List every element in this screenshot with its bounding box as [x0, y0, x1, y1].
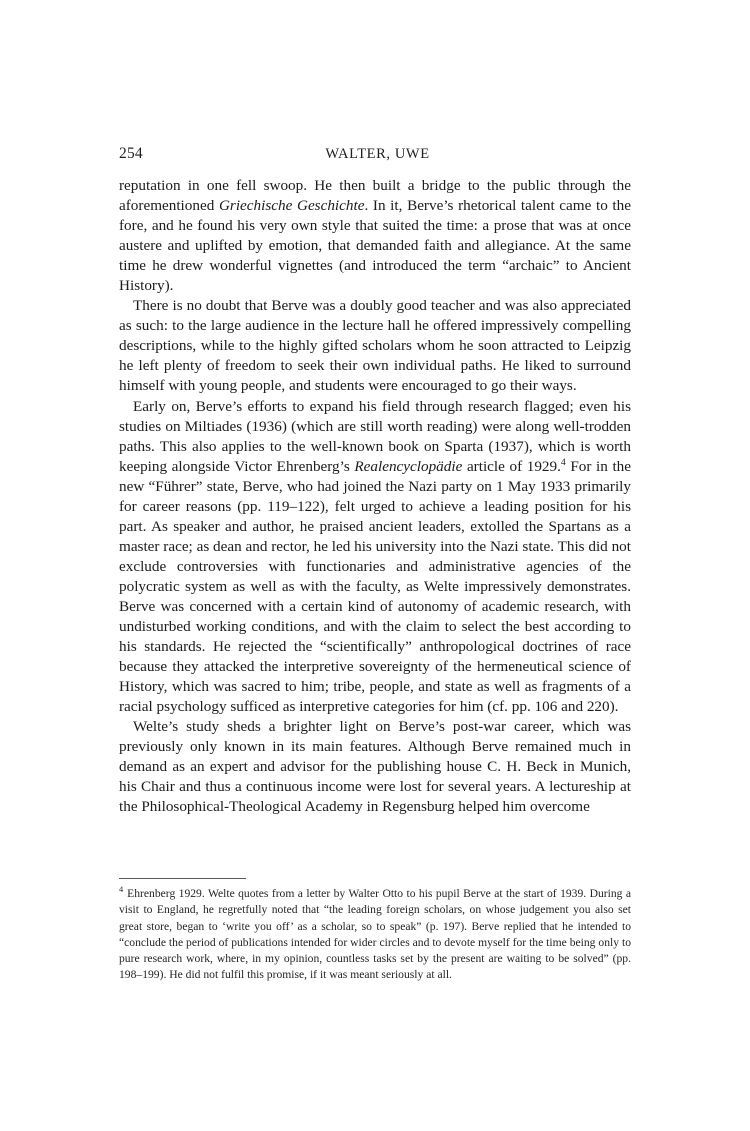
running-head-title: WALTER, UWE: [325, 146, 430, 162]
italic-title: Realencyclopädie: [354, 457, 463, 475]
para-4: [119, 717, 631, 817]
para-3: [119, 397, 631, 718]
text-run: For in the new “Führer” state, Berve, who had joined the Nazi party on 1 May 1933 primarily for career reasons (pp. 119–122), felt urged to achieve a leading position for his part. As speaker and author, he praised ancient leaders, extolled the Spartans as a master race; as dean and rector, he led his university into the Nazi state. This did not exclude controversies with functionaries and administrative agencies of the polycratic system as well as with the faculty, as Welte impressively demonstrates. Berve was concerned with a certain kind of autonomy of academic research, with undisturbed working conditions, and with the claim to select the best according to his standards. He rejected the “scientifically” anthropological doctrines of race because they attacked the interpretive sovereignty of the hermeneutical science of History, which was sacred to him; tribe, people, and state as well as fragments of a racial psychology sufficed as interpretive categories for him (cf. pp. 106 and 220).: [119, 457, 632, 716]
text-run: Welte’s study sheds a brighter light on Berve’s post-war career, which was previously only known in its main features. Although Berve remained much in demand as an expert and advisor for the publishing house C. H. Beck in Munich, his Chair and thus a continuous income were lost for several years. A lectureship at the Philosophical-Theological Academy in Regensburg helped him overcome: [119, 718, 631, 816]
footnote-number: 4: [119, 885, 124, 895]
para-2: [119, 296, 631, 396]
footnote-4: [119, 886, 631, 984]
italic-title: Griechische Geschichte: [218, 197, 365, 215]
running-head: [119, 144, 631, 164]
text-run: . In it, Berve’s rhetorical talent came to the fore, and he found his very own style that suited the time: a prose that was at once austere and uplifted by emotion, that demanded faith and allegiance. At the same time he drew wonderful vignettes (and introduced the term “archaic” to Ancient History).: [119, 197, 631, 295]
text-run: Early on, Berve’s efforts to expand his field through research flagged; even his studies on Miltiades (1936) (which are still worth reading) were along well-trodden paths. This also applies to the well-known book on Sparta (1937), which is worth keeping alongside Victor Ehrenberg’s: [119, 397, 631, 475]
footnote-text: Ehrenberg 1929. Welte quotes from a letter by Walter Otto to his pupil Berve at the start of 1939. During a visit to England, he regretfully noted that “the leading foreign scholars, on whose judgement you also set great store, began to ‘write you off’ as a scholar, so to speak” (p. 197). Berve replied that he intended to “conclude the period of publications intended for wider circles and to devote myself for the time being only to pure research work, where, in my opinion, countless tasks set by the present are waiting to be solved” (pp. 198–199). He did not fulfil this promise, if it was meant seriously at all.: [119, 887, 631, 982]
text-run: article of 1929.: [462, 457, 561, 475]
footnote-block: [119, 878, 631, 984]
para-1: [119, 176, 631, 296]
footnote-reference: 4: [560, 456, 566, 468]
body-text-column: [119, 176, 631, 818]
footnote-separator-rule: [119, 878, 246, 879]
text-run: There is no doubt that Berve was a doubly good teacher and was also appreciated as such: to the large audience in the lecture hall he offered impressively compelling descriptions, while to the highly gifted scholars whom he soon attracted to Leipzig he left plenty of freedom to seek their own individual paths. He liked to surround himself with young people, and students were encouraged to go their ways.: [119, 297, 631, 395]
text-run: reputation in one fell swoop. He then built a bridge to the public through the aforementioned: [119, 177, 631, 215]
page-number: 254: [119, 145, 143, 162]
